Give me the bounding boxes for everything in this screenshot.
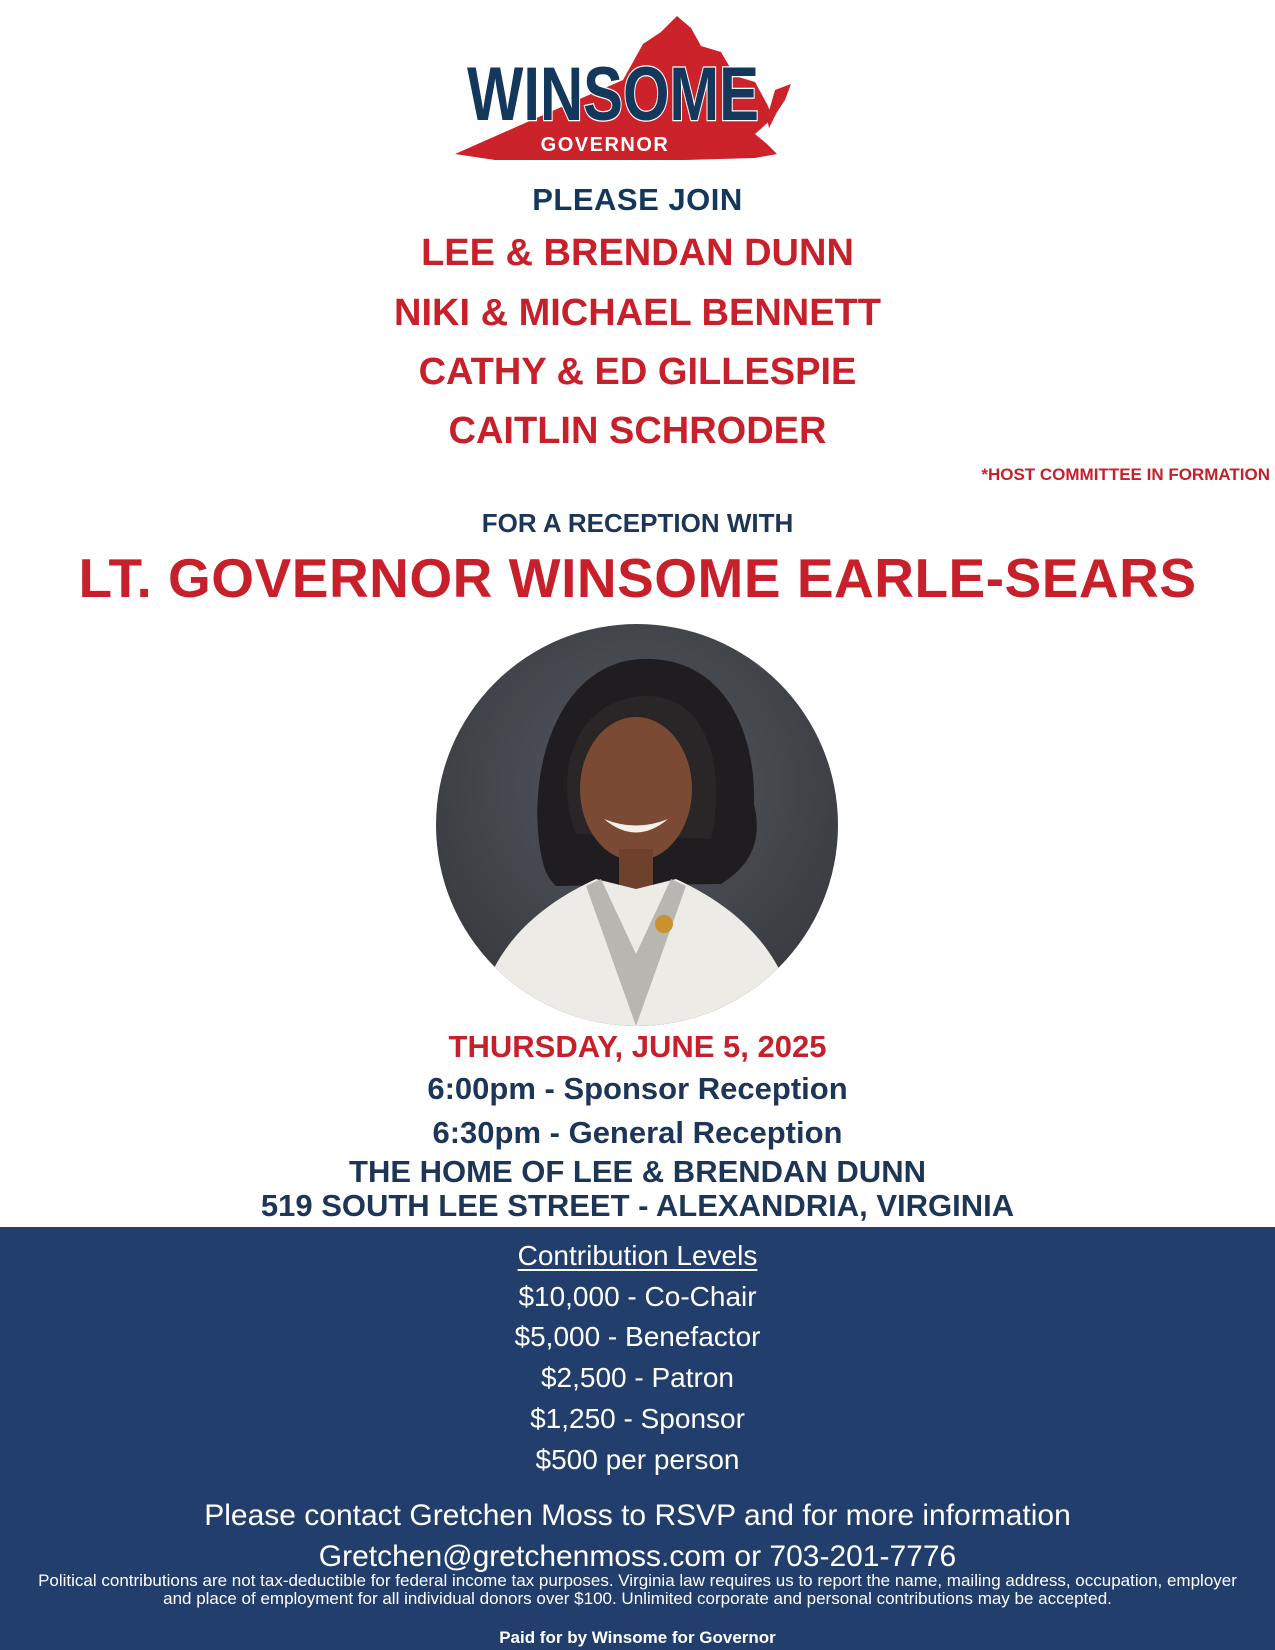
logo-wordmark: WINSOME	[467, 52, 759, 137]
contribution-levels-title: Contribution Levels	[517, 1240, 758, 1271]
paid-for-by: Paid for by Winsome for Governor	[499, 1628, 776, 1647]
contribution-level: $2,500 - Patron	[540, 1362, 735, 1393]
contribution-level: $1,250 - Sponsor	[530, 1403, 745, 1434]
rsvp-contact-text: Please contact Gretchen Moss to RSVP and for more information	[204, 1499, 1071, 1532]
host-committee-note: *HOST COMMITTEE IN FORMATION	[981, 465, 1270, 484]
general-reception-time: 6:30pm - General Reception	[432, 1115, 843, 1150]
contribution-level: $500 per person	[535, 1444, 740, 1475]
event-date: THURSDAY, JUNE 5, 2025	[448, 1029, 827, 1064]
rsvp-contact-details: Gretchen@gretchenmoss.com or 703-201-7776	[318, 1540, 957, 1573]
virginia-state-shape-icon	[455, 14, 820, 169]
host-name: LEE & BRENDAN DUNN	[421, 232, 854, 274]
host-name: CATHY & ED GILLESPIE	[418, 351, 857, 393]
host-name: NIKI & MICHAEL BENNETT	[394, 292, 881, 334]
contribution-level: $10,000 - Co-Chair	[518, 1281, 757, 1312]
honoree-title: LT. GOVERNOR WINSOME EARLE-SEARS	[78, 547, 1197, 609]
contribution-band	[0, 1227, 1275, 1650]
host-name: CAITLIN SCHRODER	[448, 410, 827, 452]
event-venue: THE HOME OF LEE & BRENDAN DUNN	[349, 1154, 926, 1189]
portrait-photo	[436, 624, 838, 1026]
legal-disclaimer: Political contributions are not tax-deductible for federal income tax purposes. Virginia law requires us to report the name, mailing address, occupation, employer and place of employment for all individual donors over $100. Unlimited corporate and personal contributions may be accepted.	[38, 1571, 1237, 1608]
logo-office: GOVERNOR	[540, 134, 670, 156]
honoree-portrait	[436, 624, 838, 1026]
reception-with-heading: FOR A RECEPTION WITH	[481, 508, 794, 538]
sponsor-reception-time: 6:00pm - Sponsor Reception	[427, 1071, 848, 1106]
contribution-level: $5,000 - Benefactor	[514, 1321, 761, 1352]
winsome-governor-logo	[455, 14, 820, 169]
please-join-heading: PLEASE JOIN	[532, 182, 743, 217]
event-address: 519 SOUTH LEE STREET - ALEXANDRIA, VIRGINIA	[260, 1188, 1015, 1223]
